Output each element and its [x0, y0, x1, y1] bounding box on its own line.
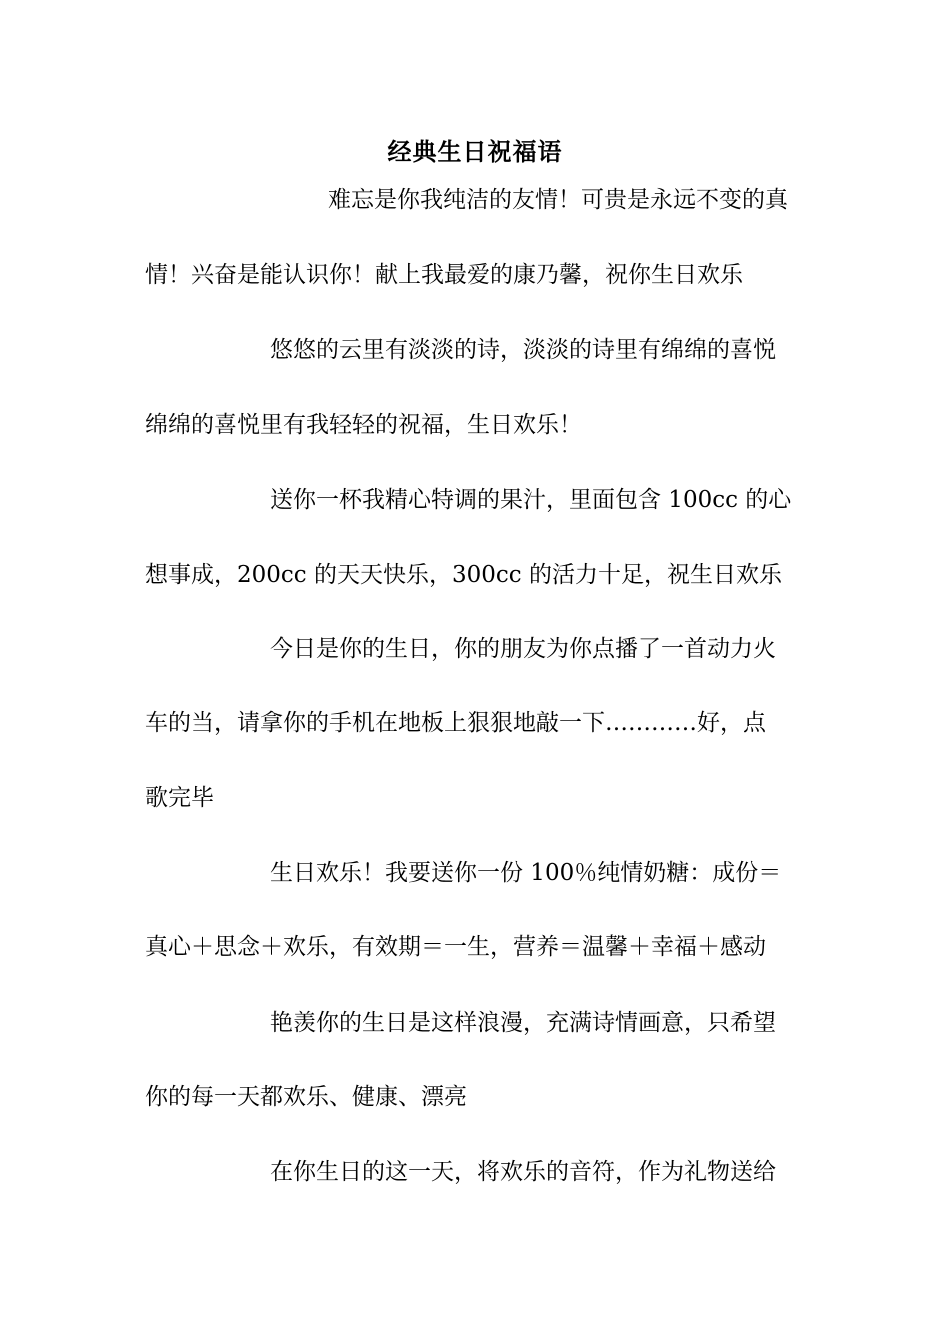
text-line: 你的每一天都欢乐、健康、漂亮 — [145, 1084, 467, 1110]
text-line: 真心＋思念＋欢乐，有效期＝一生，营养＝温馨＋幸福＋感动 — [145, 934, 766, 960]
text-line: 车的当，请拿你的手机在地板上狠狠地敲一下…………好，点 — [145, 710, 766, 736]
text-line: 艳羡你的生日是这样浪漫，充满诗情画意，只希望 — [270, 1010, 776, 1036]
text-line: 想事成，200cc 的天天快乐，300cc 的活力十足，祝生日欢乐 — [145, 562, 782, 588]
text-line: 送你一杯我精心特调的果汁，里面包含 100cc 的心 — [270, 487, 792, 513]
text-line: 悠悠的云里有淡淡的诗，淡淡的诗里有绵绵的喜悦 — [270, 337, 776, 363]
text-line: 难忘是你我纯洁的友情！可贵是永远不变的真 — [328, 187, 788, 213]
text-line: 今日是你的生日，你的朋友为你点播了一首动力火 — [270, 636, 776, 662]
text-line: 情！兴奋是能认识你！献上我最爱的康乃馨，祝你生日欢乐 — [145, 262, 743, 288]
text-line: 绵绵的喜悦里有我轻轻的祝福，生日欢乐！ — [145, 412, 582, 438]
text-line: 歌完毕 — [145, 785, 214, 811]
document-title: 经典生日祝福语 — [387, 137, 563, 166]
text-line: 在你生日的这一天，将欢乐的音符，作为礼物送给 — [270, 1159, 776, 1185]
text-line: 生日欢乐！我要送你一份 100％纯情奶糖：成份＝ — [270, 860, 782, 886]
